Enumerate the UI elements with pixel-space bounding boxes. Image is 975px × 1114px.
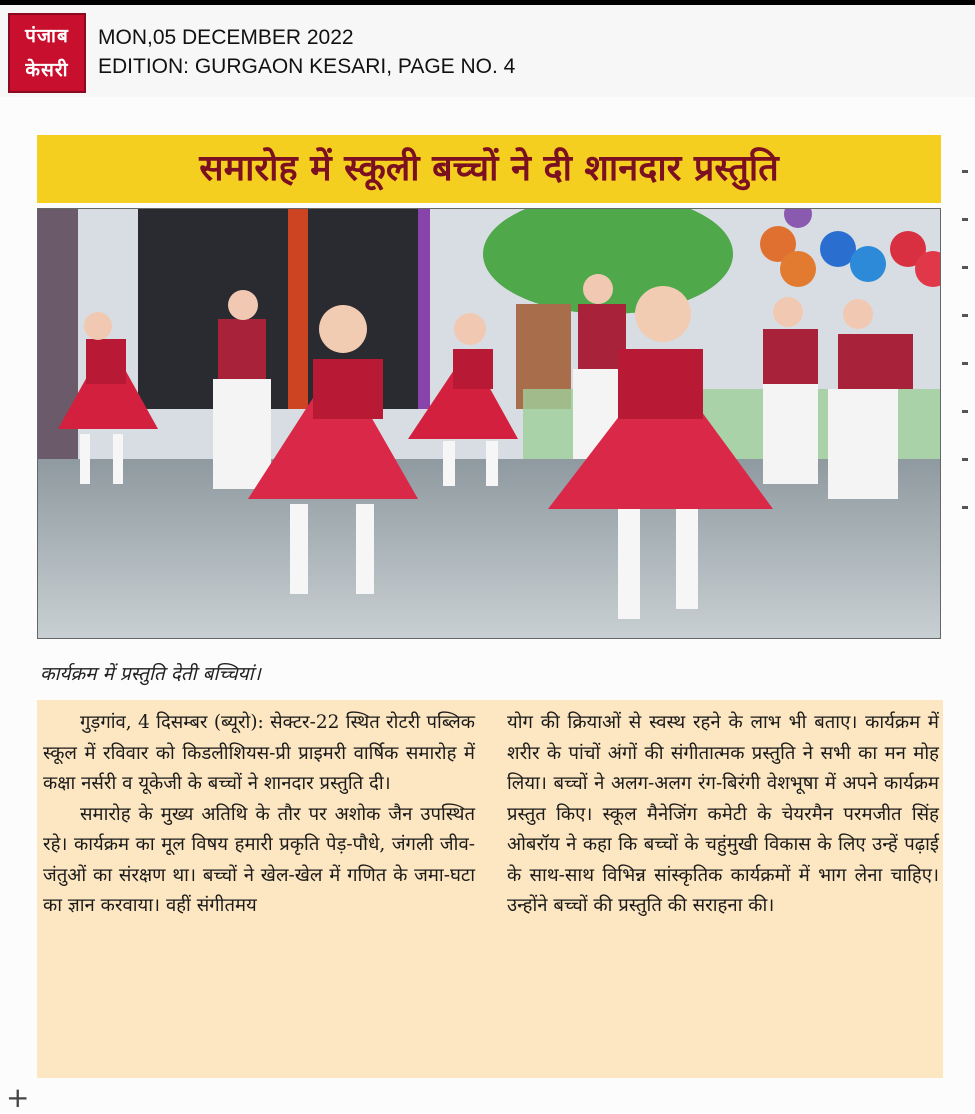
paragraph: समारोह के मुख्य अतिथि के तौर पर अशोक जैन उपस्थित रहे। कार्यक्रम का मूल विषय हमारी प्रकृति पेड़-पौधे, जंगली जीव-जंतुओं का संरक्षण था। बच्चों ने खेल-खेल में गणित के जमा-घटा का ज्ञान करवाया। वहीं संगीतमय: [43, 803, 475, 916]
logo-line2: केसरी: [25, 59, 69, 81]
crop-mark-icon: +: [6, 1081, 30, 1114]
paragraph: योग की क्रियाओं से स्वस्थ रहने के लाभ भी बताए। कार्यक्रम में शरीर के पांचों अंगों की संगीतात्मक प्रस्तुति ने सभी का मन मोह लिया। बच्चों ने अलग-अलग रंग-बिरंगी वेशभूषा में अपने कार्यक्रम प्रस्तुत किए। स्कूल मैनेजिंग कमेटी के चेयरमैन परमजीत सिंह ओबरॉय ने कहा कि बच्चों के चहुंमुखी विकास के लिए उन्हें पढ़ाई के साथ-साथ विभिन्न सांस्कृतिक कार्यक्रमों में भाग लेना चाहिए। उन्होंने बच्चों की प्रस्तुति की सराहना की।: [507, 712, 939, 916]
clipping-header: [0, 5, 975, 97]
article-column-2: [507, 708, 939, 922]
publication-date: MON,05 DECEMBER 2022: [98, 26, 354, 49]
article-headline: समारोह में स्कूली बच्चों ने दी शानदार प्रस्तुति: [37, 135, 941, 203]
edge-marks: [962, 170, 972, 554]
stage-performance-image: [38, 209, 941, 639]
article-column-1: [43, 708, 475, 922]
paragraph: गुड़गांव, 4 दिसम्बर (ब्यूरो): सेक्टर-22 स्थित रोटरी पब्लिक स्कूल में रविवार को किडलीशियस-प्री प्राइमरी वार्षिक समारोह में कक्षा नर्सरी व यूकेजी के बच्चों ने शानदार प्रस्तुति दी।: [43, 712, 475, 794]
edition-page: EDITION: GURGAON KESARI, PAGE NO. 4: [98, 55, 516, 78]
photo-caption: कार्यक्रम में प्रस्तुति देती बच्चियां।: [40, 663, 261, 685]
article-body: [37, 700, 943, 1078]
logo-line1: पंजाब: [25, 25, 69, 47]
edition-info: [98, 23, 515, 81]
punjab-kesari-logo: [8, 13, 86, 93]
article-photo: [37, 208, 941, 639]
